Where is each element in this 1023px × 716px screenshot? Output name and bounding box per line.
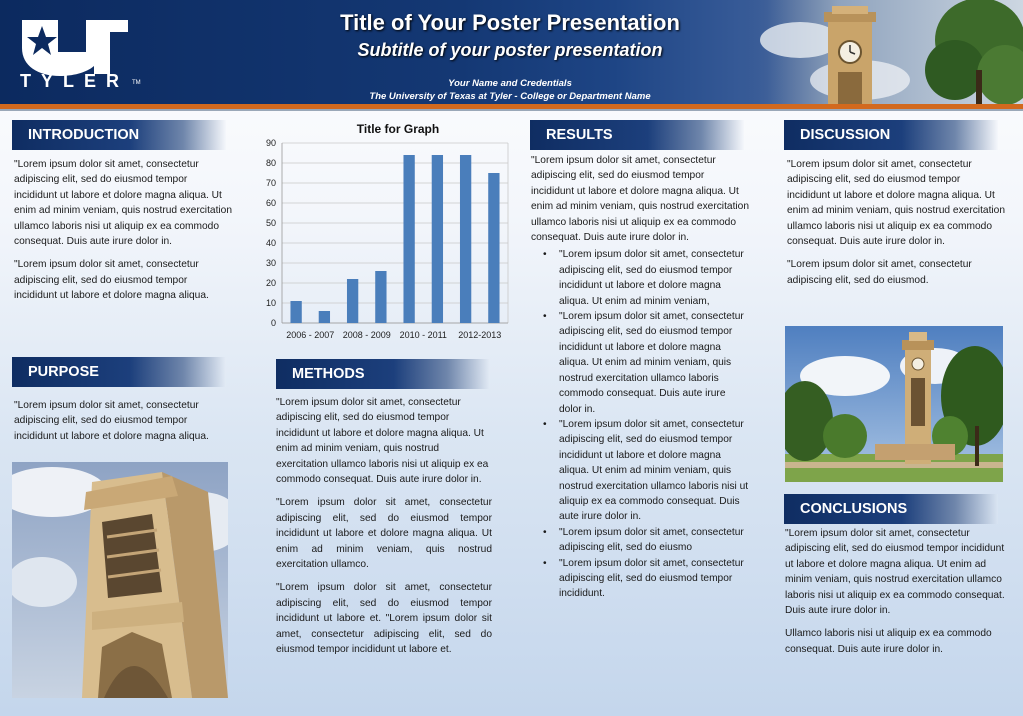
purpose-paragraph: "Lorem ipsum dolor sit amet, consectetur adipiscing elit, sed do eiusmod tempor incididunt ut labore et dolore magna aliqua. [14,400,209,442]
author-credentials: Your Name and Credentials [448,78,572,89]
bar [432,155,443,323]
institution-name: The University of Texas at Tyler - College or Department Name [369,91,651,102]
x-tick-label: 2008 - 2009 [342,330,391,340]
chart-title: Title for Graph [356,122,440,136]
clock-tower-photo [12,462,228,698]
conclusions-heading: CONCLUSIONS [784,494,998,524]
purpose-heading: PURPOSE [12,357,226,387]
discussion-paragraph: "Lorem ipsum dolor sit amet, consectetur adipiscing elit, sed do eiusmod tempor incididunt ut labore et dolore magna aliqua. Ut enim ad minim veniam, quis nostrud exercitation ullamco laboris nisi ut aliquip ex ea commodo consequat. Duis aute irure dolor in. [787,159,1005,248]
results-bullet: • "Lorem ipsum dolor sit amet, consectetur adipiscing elit, sed do eiusmod tempor incididunt ut labore et dolore magna aliqua. Ut enim ad minim veniam, quis nostrud exercitation ullamco laboris commodo consequat. Duis aute irure dolor in. [541,309,749,417]
x-tick-label: 2006 - 2007 [286,330,335,340]
introduction-paragraph: "Lorem ipsum dolor sit amet, consectetur adipiscing elit, sed do eiusmod tempor incididunt ut labore et dolore magna aliqua. Ut enim ad minim veniam, quis nostrud exercitation ullamco laboris nisi ut aliquip ex ea commodo consequat. Duis aute irure dolor in. [14,159,232,248]
results-body [531,153,749,602]
results-heading: RESULTS [530,120,744,150]
bar [460,155,471,323]
discussion-body [787,157,1005,296]
y-tick-label: 20 [265,278,276,288]
results-bullet: • "Lorem ipsum dolor sit amet, consectetur adipiscing elit, sed do eiusmod tempor incididunt ut labore et dolore magna aliqua. Ut enim ad minim veniam, quis nostrud exercitation ullamco laboris nisi ut aliquip ex ea commodo consequat. Duis aute irure dolor in. [541,417,749,525]
bar [403,155,414,323]
methods-heading: METHODS [276,359,490,389]
introduction-paragraph: "Lorem ipsum dolor sit amet, consectetur adipiscing elit, sed do eiusmod tempor incididunt ut labore et dolore magna aliqua. [14,259,209,302]
y-tick-label: 40 [265,238,276,248]
bar [290,301,301,323]
logo-wordmark: TYLER [20,71,130,91]
bar-chart [258,120,520,346]
methods-paragraph: "Lorem ipsum dolor sit amet, consectetur adipiscing elit, sed do eiusmod tempor incididunt ut labore et dolore magna aliqua. Ut enim ad minim veniam, quis nostrud exercitation ullamco laboris nisi ut aliquip ex ea commodo consequat. Duis aute irure dolor in. [276,397,489,486]
results-intro: "Lorem ipsum dolor sit amet, consectetur adipiscing elit, sed do eiusmod tempor incididunt ut labore et dolore magna aliqua. Ut enim ad minim veniam, quis nostrud exercitation ullamco laboris nisi ut aliquip ex ea commodo consequat. Duis aute irure dolor in. [531,155,749,244]
purpose-body [14,398,232,452]
y-tick-label: 50 [265,218,276,228]
methods-paragraph: "Lorem ipsum dolor sit amet, consectetur adipiscing elit, sed do eiusmod tempor incididunt ut labore et dolore magna aliqua. Ut enim ad minim veniam, quis nostrud exercitation ullamco. [276,497,492,571]
results-bullet: • "Lorem ipsum dolor sit amet, consectetur adipiscing elit, sed do eiusmo [541,525,749,556]
conclusions-paragraph: "Lorem ipsum dolor sit amet, consectetur adipiscing elit, sed do eiusmod tempor incididunt ut labore et dolore magna aliqua. Ut enim ad minim veniam, quis nostrud exercitation ullamco laboris nisi ut aliquip ex ea commodo consequat. Duis aute irure dolor in. [785,528,1005,617]
methods-paragraph: "Lorem ipsum dolor sit amet, consectetur adipiscing elit, sed do eiusmod tempor incididunt ut labore et. "Lorem ipsum dolor sit amet, consectetur adipiscing elit, sed do eiusmod tempor incididunt ut labore et. [276,582,492,656]
conclusions-paragraph: Ullamco laboris nisi ut aliquip ex ea commodo consequat. Duis aute irure dolor in. [785,628,992,655]
x-tick-label: 2012-2013 [458,330,502,340]
poster-header [0,0,1023,104]
y-tick-label: 60 [265,198,276,208]
y-tick-label: 0 [270,318,276,328]
poster-title: Title of Your Poster Presentation [340,10,680,35]
logo-trademark: TM [132,80,141,86]
bar [375,271,386,323]
bar [347,279,358,323]
results-bullet-list [541,247,749,601]
methods-body [276,395,492,666]
results-bullet: • "Lorem ipsum dolor sit amet, consectetur adipiscing elit, sed do eiusmod tempor incididunt ut labore et dolore magna aliqua. Ut enim ad minim veniam, [541,247,749,309]
conclusions-body [785,526,1005,665]
y-tick-label: 30 [265,258,276,268]
bar [488,173,499,323]
bar [319,311,330,323]
discussion-paragraph: "Lorem ipsum dolor sit amet, consectetur adipiscing elit, sed do eiusmod. [787,259,972,286]
introduction-heading: INTRODUCTION [12,120,226,150]
campus-tower-photo [785,326,1003,482]
results-bullet: • "Lorem ipsum dolor sit amet, consectetur adipiscing elit, sed do eiusmod tempor incididunt. [541,556,749,602]
introduction-body [14,157,232,312]
y-tick-label: 80 [265,158,276,168]
y-tick-label: 70 [265,178,276,188]
y-tick-label: 90 [265,138,276,148]
clock-tower-header-photo [740,0,1023,104]
y-tick-label: 10 [265,298,276,308]
poster-subtitle: Subtitle of your poster presentation [357,40,663,60]
header-divider [0,109,1023,111]
x-tick-label: 2010 - 2011 [399,330,447,340]
discussion-heading: DISCUSSION [784,120,998,150]
